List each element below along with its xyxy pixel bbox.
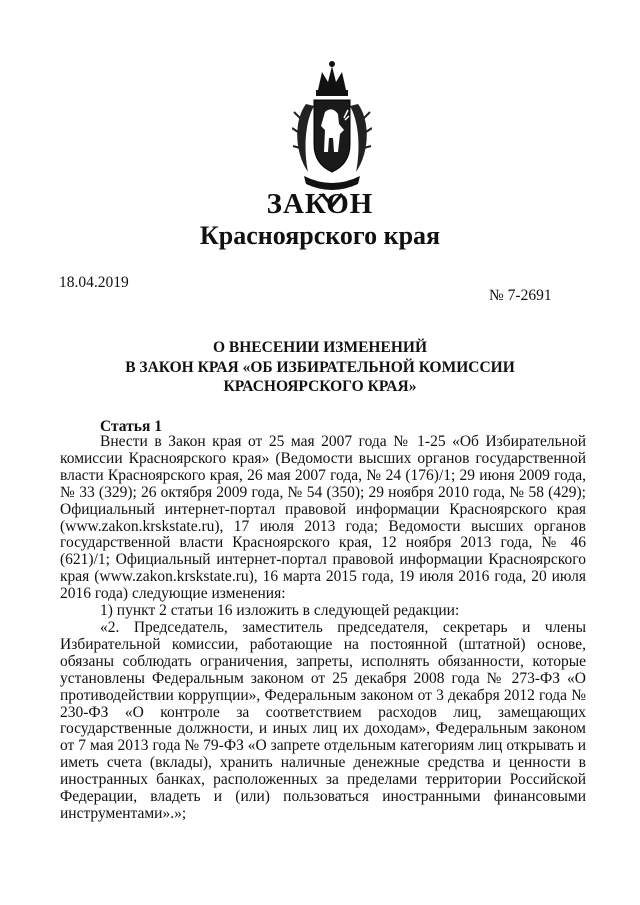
law-region: Красноярского края — [199, 221, 441, 250]
article-body — [60, 434, 586, 823]
law-date: 18.04.2019 — [59, 274, 129, 291]
article-paragraph: «2. Председатель, заместитель председателя, секретарь и члены Избирательной комиссии, работающие на постоянной (штатной) основе, обязаны соблюдать ограничения, запреты, исполнять обязанности, которые установлены Федеральным законом от 25 декабря 2008 года № 273-ФЗ «О противодействии коррупции», Федеральным законом от 3 декабря 2012 года № 230-ФЗ «О контроле за соответствием расходов лиц, замещающих государственные должности, и иных лиц их доходам», Федеральным законом от 7 мая 2013 года № 79-ФЗ «О запрете отдельным категориям лиц открывать и иметь счета (вклады), хранить наличные денежные средства и ценности в иностранных банках, расположенных за пределами территории Российской Федерации, владеть и (или) пользоваться иностранными финансовыми инструментами».»; — [60, 618, 586, 822]
law-title: ЗАКОН — [266, 188, 374, 220]
law-number: № 7-2691 — [489, 287, 552, 304]
article-title: Статья 1 — [100, 418, 162, 435]
heading-line: В ЗАКОН КРАЯ «ОБ ИЗБИРАТЕЛЬНОЙ КОМИССИИ — [125, 358, 515, 376]
article-paragraph: 1) пункт 2 статьи 16 изложить в следующей редакции: — [100, 602, 460, 620]
heading-line: КРАСНОЯРСКОГО КРАЯ» — [223, 378, 417, 395]
heading-line: О ВНЕСЕНИИ ИЗМЕНЕНИЙ — [212, 339, 427, 356]
law-heading — [0, 338, 640, 397]
article-paragraph: Внести в Закон края от 25 мая 2007 года № 1-25 «Об Избирательной комиссии Красноярского края» (Ведомости высших органов государственной власти Красноярского края, 26 мая 2007 года, № 24 (176)/1; 29 июня 2009 года, № 33 (329); 26 октября 2009 года, № 54 (350); 29 ноября 2010 года, № 58 (429); Официальный интернет-портал правовой информации Красноярского края (www.zakon.krskstate.ru), 17 июля 2013 года; Ведомости высших органов государственной власти Красноярского края, 12 ноября 2013 года, № 46 (621)/1; Официальный интернет-портал правовой информации Красноярского края (www.zakon.krskstate.ru), 16 марта 2015 года, 19 июля 2016 года, 20 июля 2016 года) следующие изменения: — [60, 433, 586, 603]
